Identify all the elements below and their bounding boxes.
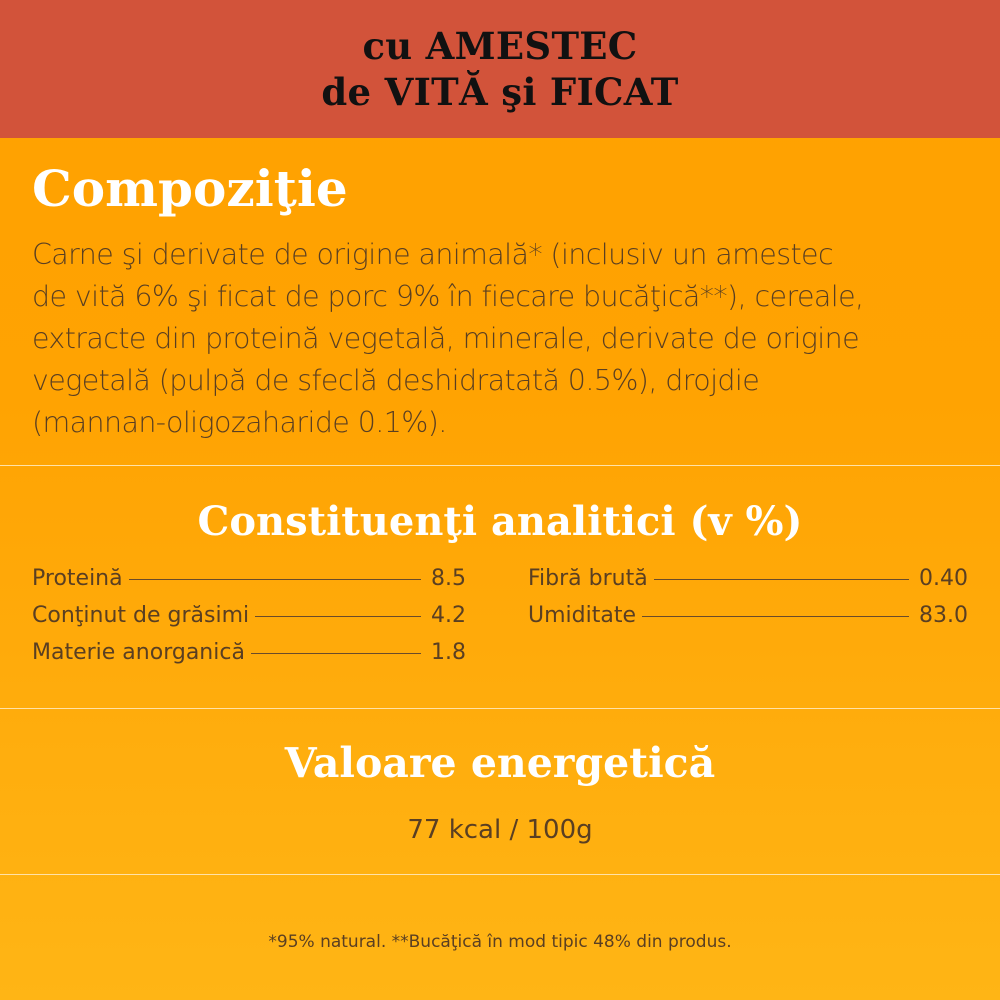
composition-title: Compoziţie bbox=[32, 159, 348, 218]
leader-line bbox=[251, 653, 421, 654]
analytical-row-moisture bbox=[528, 603, 968, 633]
analytical-value: 0.40 bbox=[919, 566, 968, 591]
analytical-row-ash bbox=[32, 640, 466, 670]
energy-title: Valoare energetică bbox=[284, 739, 716, 787]
leader-line bbox=[642, 616, 909, 617]
divider-2 bbox=[0, 708, 1000, 709]
footnote: *95% natural. **Bucăţică în mod tipic 48% din produs. bbox=[268, 932, 732, 952]
leader-line bbox=[255, 616, 421, 617]
header-line-2: de VITĂ şi FICAT bbox=[321, 70, 679, 114]
analytical-title: Constituenţi analitici (v %) bbox=[197, 498, 803, 545]
analytical-label: Proteină bbox=[32, 566, 123, 591]
header-band bbox=[0, 0, 1000, 138]
header-line-1: cu AMESTEC bbox=[362, 24, 638, 68]
leader-line bbox=[654, 579, 909, 580]
analytical-row-fibre bbox=[528, 566, 968, 596]
analytical-label: Umiditate bbox=[528, 603, 636, 628]
analytical-value: 8.5 bbox=[431, 566, 466, 591]
analytical-value: 1.8 bbox=[431, 640, 466, 665]
analytical-row-fat bbox=[32, 603, 466, 633]
analytical-row-protein bbox=[32, 566, 466, 596]
analytical-label: Fibră brută bbox=[528, 566, 648, 591]
divider-3 bbox=[0, 874, 1000, 875]
analytical-label: Materie anorganică bbox=[32, 640, 245, 665]
divider-1 bbox=[0, 465, 1000, 466]
composition-text: Carne şi derivate de origine animală* (inclusiv un amestec de vită 6% şi ficat de porc 9% în fiecare bucăţică**), cereale, extracte din proteină vegetală, minerale, derivate de origine vegetală (pulpă de sfeclă deshidratată 0.5%), drojdie (mannan-oligozaharide 0.1%). bbox=[32, 238, 864, 439]
leader-line bbox=[129, 579, 421, 580]
analytical-value: 83.0 bbox=[919, 603, 968, 628]
analytical-label: Conţinut de grăsimi bbox=[32, 603, 250, 628]
analytical-value: 4.2 bbox=[431, 603, 466, 628]
energy-value: 77 kcal / 100g bbox=[407, 815, 593, 845]
